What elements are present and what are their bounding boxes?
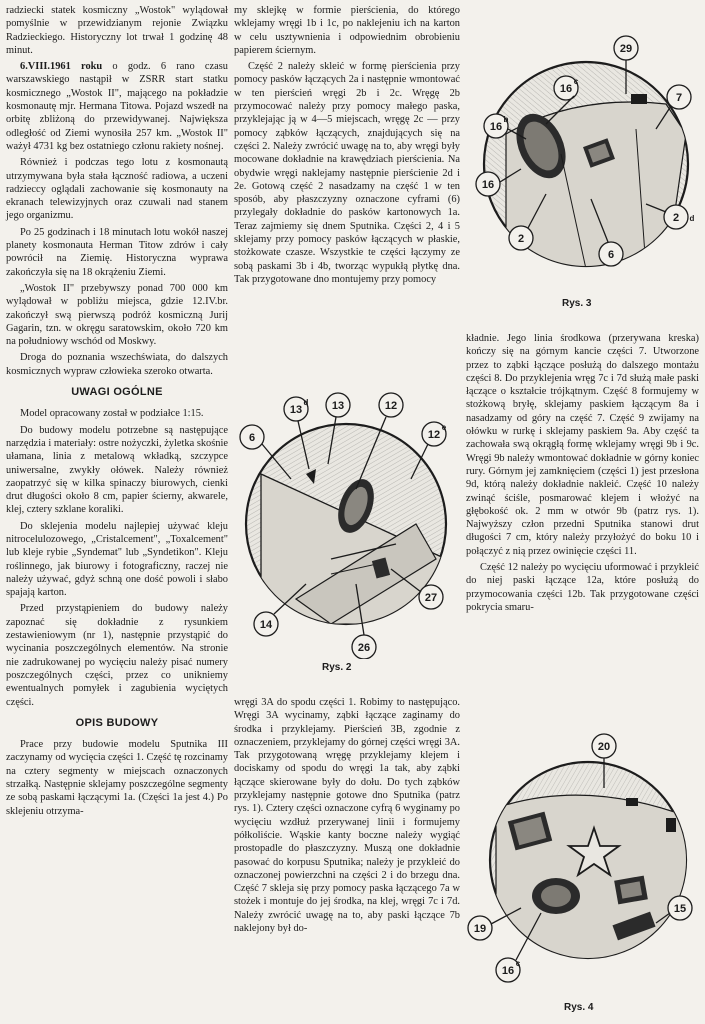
paragraph: radziecki statek kosmiczny „Wostok" wylądował pomyślnie w przewidzianym rejonie Związku Radzieckiego. Historyczny lot trwał 1 godzinę 48 minut. [6,5,228,56]
figure-rys-2 [236,384,461,659]
section-heading: OPIS BUDOWY [75,716,159,729]
paragraph: Przed przystąpieniem do budowy należy zapoznać się dokładnie z rysunkiem zestawieniowym (nr 1), następnie przystąpić do wycinania poszczególnych elementów. Na stronie nie zadrukowanej po wycięciu należy pisać numery poszczególnych części, przez co unikniemy ewentualnych pomyłek i zagubienia wyciętych części. [6,603,228,708]
text-column-1 [6,4,228,821]
callout-6: 6 [607,249,615,261]
callout-13d-sup: d [303,398,309,407]
callout-15: 15 [673,903,687,915]
callout-16c-sup: c [515,959,521,968]
illustration-rys-4 [466,728,702,990]
paragraph: Część 12 należy po wycięciu uformować i przykleić do niej paski łączące 12a, które posłużą do przymocowania części 12b. Tak przygotowane części pokrycia smaru- [466,562,699,613]
text-column-2 [234,4,460,289]
figure-caption: Rys. 3 [562,298,592,309]
paragraph: Model opracowany został w podziałce 1:15. [20,408,204,420]
callout-19: 19 [473,923,487,935]
text-column-2-continued [234,696,460,938]
figure-rys-3 [466,34,702,294]
paragraph: kładnie. Jego linia środkowa (przerywana kreska) kończy się na górnym kancie części 7. Utworzone przez to ząbki łączące posłużą do dalszego montażu części 8. Do przyklejenia wręg 7c i 7d służą małe paski łączące o kształcie trójkątnym. Część 8 formujemy w stożkową bryłę, sklejamy paskiem łączącym 8a i nasadzamy od góry na część 7. Część 9 zwijamy na ołówku w rurkę i sklejamy paskiem 9a. Aby część ta zachowała swą okrągłą formę wklejamy wręgi 9b i 9c. Wręgi 9b należy wmontować dokładnie w górny koniec rury. Górnym jej zamknięciem (części 1) jest przesłona 9d, którą należy dokładnie nakleić. Część 10 należy zwinąć ściśle, posmarować klejem i włożyć na głębokość ok. 2 mm w otwór 9b (patrz rys. 1). Najwyższy człon przedni Sputnika stanowi drut długości 7 cm, który należy przyłożyć do boku 10 i połączyć z nią przez owinięcie części 11. [466,333,699,557]
text-column-3 [466,332,699,617]
callout-26: 26 [357,642,371,654]
callout-14: 14 [259,619,273,631]
callout-16: 16 [481,179,495,191]
figure-caption: Rys. 2 [322,662,352,673]
section-heading: UWAGI OGÓLNE [71,386,163,399]
paragraph: wręgi 3A do spodu części 1. Robimy to następująco. Wręgi 3A wycinamy, ząbki łączące zaginamy do środka i przyklejamy. Pierścień 3B, zgodnie z oznaczeniem, przyklejamy do górnej części wręgi 3A. Tak przygotowaną wręgę przyklejamy klejem i dociskamy od spodu do wręgi 1a tak, aby ząbki łączące skierowane były do dołu. Do tych ząbków przyklejamy następnie gotowe dno Sputnika (patrz rys. 1). Cztery części oznaczone cyfrą 6 wyginamy po wycięciu wzdłuż przerywanej linii i formujemy półkoliście. Wąskie kanty boczne należy wygiąć prostopadle do płaszczyzny. Muszą one dokładnie pasować do korpusu Sputnika; należy je przykleić do oznaczonej powierzchni na części 2 i do brzegu dna. Część 7 skleja się przy pomocy paska łączącego 7a w stożek i montuje do jej środka, na klej, wręgi 7c i 7d. Należy zwrócić uwagę na to, aby paski łączące 7b naklejony był do- [234,697,460,935]
callout-16b: 16 [489,121,503,133]
paragraph: Prace przy budowie modelu Sputnika III zaczynamy od wycięcia części 1. Część tę rozcinamy na cztery segmenty w miejscach oznaczonych strzałką. Następnie sklejamy poszczególne segmenty ze sobą paskami łączącymi 1a. (Części 1a jest 4.) Po sklejeniu otrzyma- [6,739,228,817]
paragraph: my sklejkę w formie pierścienia, do którego wklejamy wręgi 1b i 1c, po naklejeniu ich na karton w celu usztywnienia i odpowiednim obrobieniu papierem ściernym. [234,5,460,56]
paragraph: Droga do poznania wszechświata, do dalszych kosmicznych wypraw człowieka szeroko otwarta. [6,352,228,377]
paragraph: „Wostok II" przebywszy ponad 700 000 km wylądował w pobliżu miejsca, gdzie 12.IV.br. zakończył swą pierwszą podróż kosmiczną Jurij Gagarin, tzn. w okręgu saratowskim, około 720 km na południowy wschód od Moskwy. [6,282,228,348]
callout-20: 20 [597,741,611,753]
callout-16c: 16 [559,83,573,95]
callout-7: 7 [675,92,683,104]
figure-rys-4 [466,728,702,990]
illustration-rys-3 [466,34,702,294]
callout-13: 13 [331,400,345,412]
paragraph: Część 2 należy skleić w formę pierścienia przy pomocy pasków łączących 2a i następnie wmontować w ten pierścień wręgi 2b i 2c. Wręgę 2b przymocować należy przy pomocy małego paska, przyklejając ją w 4—5 miejscach, wręgę 2c — przy pomocy ząbków łączących, znajdujących się na części 2. Należy zwrócić uwagę na to, aby wręgi były mocowane dokładnie na krawędziach pierścienia. Na obydwie wręgi naklejamy następnie pierścienie 2d i 2e. Gotową część 2 nasadzamy na część 1 w ten sposób, aby płaszczyzny oznaczone cyframi (6) przylegały dokładnie do pasków kartonowych 1a. Teraz zajmiemy się dnem Sputnika. Części 2, 4 i 5 sklejamy przy pomocy pasków łączących w płaskie, stożkowate czasze. Wszystkie te części łączymy ze sobą paskami 3b i 4b, tworząc wypukłą płytkę dna. Tak przygotowane dno montujemy przy pomocy [234,61,460,285]
callout-2d: 2 [672,212,680,224]
illustration-rys-2 [236,384,461,659]
callout-16b-sup: b [503,115,509,124]
paragraph [6,60,228,153]
paragraph: Do budowy modelu potrzebne są następujące narzędzia i materiały: ostre nożyczki, żyletka skośnie ułamana, linia z metalową wkładką, szczypce uniwersalne, zwykły ołówek. Należy również zaopatrzyć się w kilka spinaczy biurowych, cienki drut długości około 8 cm, papier ścierny, akwarele, klej, cztery szklane koraliki. [6,424,228,516]
paragraph: Do sklejenia modelu najlepiej używać kleju nitrocelulozowego, „Cristalcement", „Toxalcement" lub kleje rybie „Syndemat" lub „Syndetikon". Kleju roślinnego, jak biurowy i fotograficzny, raczej nie należy używać, gdyż schną one dość powoli i słabo spajają karton. [6,520,228,599]
callout-2d-sup: d [689,214,695,223]
paragraph: Również i podczas tego lotu z kosmonautą utrzymywana była stała łączność radiowa, a uczeni radzieccy oglądali zachowanie się kosmonauty na ekranach telewizyjnych oraz czuwali nad stanem jego organizmu. [6,157,228,222]
callout-12e: 12 [427,429,441,441]
callout-16c: 16 [501,965,515,977]
callout-12e-sup: e [441,423,447,432]
callout-29: 29 [619,43,633,55]
callout-27: 27 [424,592,438,604]
callout-2: 2 [517,233,525,245]
callout-13d: 13 [289,404,303,416]
paragraph: Po 25 godzinach i 18 minutach lotu wokół naszej planety kosmonauta Herman Titow zdrów i cały powrócił na Ziemię. Historyczna wyprawa zakończyła się na 18 okrążeniu Ziemi. [6,226,228,278]
paragraph-text: o godz. 6 rano czasu warszawskiego nastąpił w ZSRR start statku kosmicznego „Wostok II", mającego na pokładzie kosmonautę mjr. Hermana Titowa. Pojazd wszedł na orbitę zbliżoną do przewidywanej. Największa odległość od Ziemi wynosiła 257 km. „Wostok II" ważył 4731 kg bez ostatniego członu rakiety nośnej. [6,61,228,152]
callout-16c-sup: c [573,77,579,86]
callout-6: 6 [248,432,256,444]
date-label: 6.VIII.1961 roku [20,61,103,73]
figure-caption: Rys. 4 [564,1002,594,1013]
callout-12: 12 [384,400,398,412]
